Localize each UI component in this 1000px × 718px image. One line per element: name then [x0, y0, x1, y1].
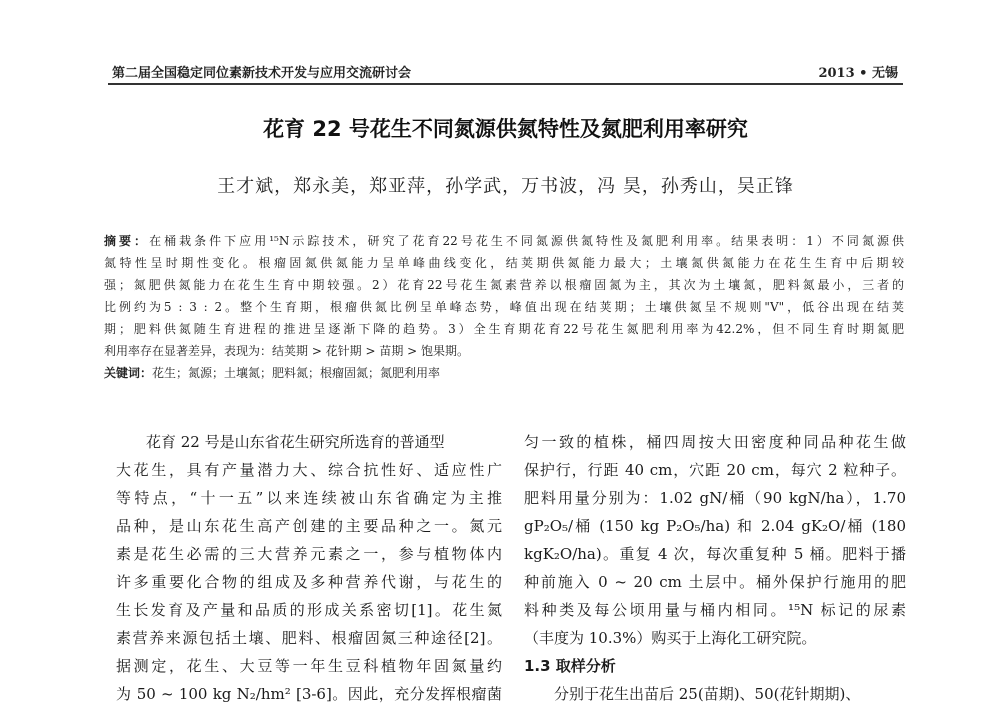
keywords	[104, 362, 904, 384]
body-line: 匀一致的植株，桶四周按大田密度种同品种花生做	[524, 433, 906, 451]
body-line: 等特点，“十一五”以来连续被山东省确定为主推	[116, 489, 502, 507]
body-line: 肥料用量分别为：1.02 gN/桶（90 kgN/ha），1.70	[524, 489, 906, 507]
keywords-text: 花生；氮源；土壤氮；肥料氮；根瘤固氮；氮肥利用率	[152, 366, 441, 380]
body-line: kgK₂O/ha)。重复 4 次，每次重复种 5 桶。肥料于播	[524, 545, 906, 563]
abstract-line: 期；肥料供氮随生育进程的推进呈逐渐下降的趋势。3）全生育期花育22号花生氮肥利用率为42.2%，但不同生育时期氮肥	[104, 322, 904, 336]
body-line: 许多重要化合物的组成及多种营养代谢，与花生的	[116, 573, 502, 591]
abstract-line: 强；氮肥供氮能力在花生生育中期较强。2）花育22号花生氮素营养以根瘤固氮为主，其次为土壤氮，肥料氮最小，三者的	[104, 278, 904, 292]
abstract-line: 利用率存在显著差异，表现为：结荚期 > 花针期 > 苗期 > 饱果期。	[104, 344, 470, 358]
conference-name: 第二届全国稳定同位素新技术开发与应用交流研讨会	[112, 66, 412, 81]
body-line: 花育 22 号是山东省花生研究所选育的普通型	[146, 433, 445, 451]
body-line: 生长发育及产量和品质的形成关系密切[1]。花生氮	[116, 601, 502, 619]
body-line: 料种类及每公顷用量与桶内相同。¹⁵N 标记的尿素	[524, 601, 906, 619]
body-line: 大花生，具有产量潜力大、综合抗性好、适应性广	[116, 461, 502, 479]
header-divider	[108, 83, 903, 85]
body-line: 为 50 ~ 100 kg N₂/hm² [3-6]。因此，充分发挥根瘤菌	[116, 685, 502, 703]
paper-title: 花育 22 号花生不同氮源供氮特性及氮肥利用率研究	[263, 117, 748, 141]
abstract-line: 氮特性呈时期性变化。根瘤固氮供氮能力呈单峰曲线变化，结荚期供氮能力最大；土壤氮供氮能力在花生生育中后期较	[104, 256, 904, 270]
abstract-label: 摘要：	[104, 234, 150, 248]
section-heading: 1.3 取样分析	[524, 657, 616, 675]
body-line: 素是花生必需的三大营养元素之一，参与植物体内	[116, 545, 502, 563]
body-line: （丰度为 10.3%）购买于上海化工研究院。	[524, 629, 817, 647]
abstract-line: 摘要：在桶栽条件下应用¹⁵N示踪技术，研究了花育22号花生不同氮源供氮特性及氮肥利用率。结果表明：1）不同氮源供	[104, 234, 904, 248]
body-line: 保护行，行距 40 cm，穴距 20 cm，每穴 2 粒种子。	[524, 461, 906, 479]
body-line: 据测定，花生、大豆等一年生豆科植物年固氮量约	[116, 657, 502, 675]
body-line: 品种，是山东花生高产创建的主要品种之一。氮元	[116, 517, 502, 535]
conference-date-place: 2013 • 无锡	[818, 66, 898, 81]
body-line: 分别于花生出苗后 25(苗期)、50(花针期期)、	[554, 685, 861, 703]
author-list: 王才斌，郑永美，郑亚萍，孙学武，万书波，冯 昊，孙秀山，吴正锋	[217, 176, 794, 197]
abstract-line: 比例约为5 : 3 : 2。整个生育期，根瘤供氮比例呈单峰态势，峰值出现在结荚期；土壤供氮呈不规则"V"，低谷出现在结荚	[104, 300, 904, 314]
body-line: 种前施入 0 ~ 20 cm 土层中。桶外保护行施用的肥	[524, 573, 906, 591]
body-line: gP₂O₅/桶 (150 kg P₂O₅/ha) 和 2.04 gK₂O/桶 (180	[524, 517, 906, 535]
body-line: 素营养来源包括土壤、肥料、根瘤固氮三种途径[2]。	[116, 629, 502, 647]
keywords-label: 关键词：	[104, 366, 153, 380]
